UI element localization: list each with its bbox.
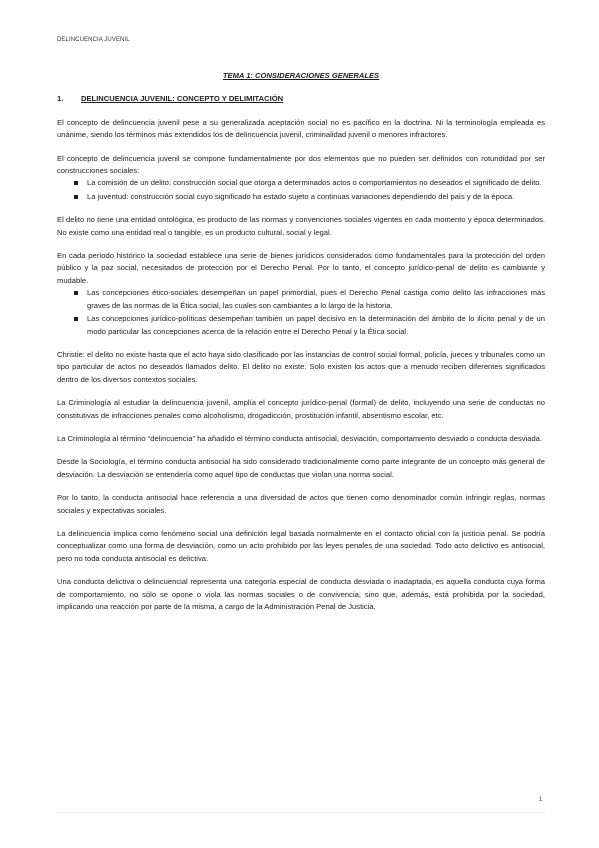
paragraph-7: La Criminología al término “delincuencia” ha añadido el término conducta antisocial, desviación, comportamiento desviado o conducta desviada. [57, 433, 543, 443]
list-item: Las concepciones jurídico-políticas desempeñan también un papel decisivo en la determinación del ámbito de lo ilícito penal y de un modo particular las concepciones acerca de la relación entre el Derecho Penal y la Ética social. [87, 313, 545, 338]
list-item: La comisión de un delito: construcción social que otorga a determinados actos o comportamientos no deseados el significado de delito. [87, 177, 545, 189]
paragraph-1: El concepto de delincuencia juvenil pese a su generalizada aceptación social no es pacífico en la doctrina. Ni la terminología empleada es unánime, siendo los términos más extendidos los de delincuencia juvenil, criminalidad juvenil o menores infractores. [57, 117, 545, 140]
chapter-title: TEMA 1: CONSIDERACIONES GENERALES [222, 71, 380, 80]
bullet-list-elements [57, 177, 545, 203]
bullet-list-concepciones [57, 287, 545, 338]
paragraph-8: Desde la Sociología, el término conducta antisocial ha sido considerado tradicionalmente como parte integrante de un concepto más general de desviación. La desviación se entendería como aquel tipo de conductas que violan una norma social. [57, 457, 545, 479]
page-number: 1 [539, 797, 543, 803]
paragraph-9: Por lo tanto, la conducta antisocial hace referencia a una diversidad de actos que tienen como denominador común infringir reglas, normas sociales y expectativas sociales. [57, 493, 545, 515]
paragraph-11: Una conducta delictiva o delincuencial representa una categoría especial de conducta desviada o inadaptada, es aquella conducta cuya forma de comportamiento, no sólo se opone o viola las normas sociales o de convivencia, sino que, además, está prohibida por la sociedad, implicando una reacción por parte de la misma, a cargo de la Administración Penal de Justicia. [57, 577, 545, 611]
footer-divider [57, 812, 545, 813]
running-header: DELINCUENCIA JUVENIL [57, 37, 130, 43]
paragraph-6: La Criminología al estudiar la delincuencia juvenil, amplía el concepto jurídico-penal (formal) de delito, incluyendo una serie de conductas no constitutivas de infracciones penales como alcoholismo, drogadicción, prostitución infantil, absentismo escolar, etc. [57, 398, 545, 420]
document-body [57, 70, 545, 624]
paragraph-10: La delincuencia implica como fenómeno social una definición legal basada normalmente en el contacto oficial con la justicia penal. Se podría conceptualizar como una forma de desviación, como un acto prohibido por las leyes penales de una sociedad. Todo acto delictivo es antisocial, pero no toda conducta antisocial es delictiva. [57, 528, 545, 563]
paragraph-4: En cada período histórico la sociedad establece una serie de bienes jurídicos considerados como fundamentales para la protección del orden público y la paz social, necesitados de protección por el Derecho Penal. Por lo tanto, el concepto jurídico-penal de delito es cambiante y mudable. [57, 251, 545, 285]
list-item: La juventud: construcción social cuyo significado ha estado sujeto a continuas variaciones dependiendo del país y de la época. [87, 191, 545, 203]
paragraph-3: El delito no tiene una entidad ontológica, es producto de las normas y convenciones sociales vigentes en cada momento y época determinados. No existe como una entidad real o tangible, es un producto cultural, social y legal. [57, 215, 545, 237]
paragraph-2: El concepto de delincuencia juvenil se compone fundamentalmente por dos elementos que no pueden ser definidos con rotundidad por ser construcciones sociales: [57, 153, 545, 176]
paragraph-5: Christie: el delito no existe hasta que el acto haya sido clasificado por las instancias de control social formal, policía, jueces y tribunales como un tipo particular de actos no deseados llamados delito. El delito no existe. Solo existen los actos que a menudo reciben diferentes significados dentro de los diversos contextos sociales. [57, 349, 545, 384]
section-title: DELINCUENCIA JUVENIL: CONCEPTO Y DELIMITACIÓN [81, 94, 284, 104]
section-heading [57, 93, 545, 105]
section-number: 1. [57, 94, 64, 104]
list-item: Las concepciones ético-sociales desempeñan un papel primordial, pues el Derecho Penal castiga como delito las infracciones más graves de las normas de la Ética social, las cuales son cambiantes a lo largo de la historia. [87, 287, 545, 312]
